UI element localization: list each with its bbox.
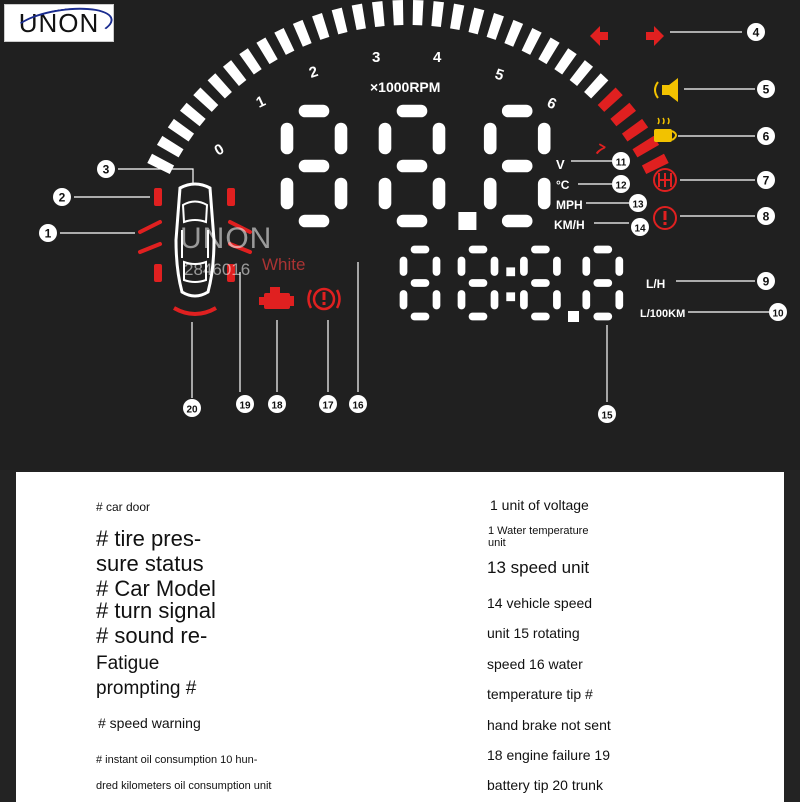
decimal-point: [568, 311, 579, 322]
callout-marker: [631, 218, 649, 236]
callout-number: 15: [601, 410, 613, 422]
rpm-tick: [487, 13, 504, 40]
rpm-label-2: 2: [306, 63, 321, 82]
brand-logo: [4, 4, 114, 42]
callout-number: 13: [632, 199, 644, 211]
rpm-tick: [157, 136, 184, 157]
engine-failure-icon: [259, 287, 294, 309]
rpm-tick: [450, 4, 464, 30]
rpm-tick: [147, 154, 174, 174]
legend-left-line: prompting #: [96, 678, 197, 699]
turn-left-icon: [590, 26, 608, 46]
callout-marker: [757, 272, 775, 290]
callout-marker: [757, 207, 775, 225]
legend-left-line: # car door: [96, 500, 151, 514]
legend-left-line: # turn signal: [96, 598, 216, 623]
callout-number: 3: [102, 162, 110, 177]
callout-number: 1: [44, 226, 52, 241]
rpm-tick: [312, 13, 329, 40]
legend-left-line: dred kilometers oil consumption unit: [96, 780, 272, 792]
brand-logo-text: UNON: [18, 7, 100, 38]
legend-left-line: # Car Model: [96, 576, 216, 601]
main-speed-digits: [281, 105, 551, 230]
legend-right-line: battery tip 20 trunk: [487, 777, 603, 793]
watermark-code: 2846016: [184, 260, 251, 279]
seven-segment-digit: [582, 246, 623, 321]
callout-number: 20: [186, 404, 198, 416]
callout-number: 16: [352, 400, 364, 412]
callout-number: 2: [58, 190, 66, 205]
watermark-brand: UNON: [180, 222, 273, 255]
callout-marker: [747, 23, 765, 41]
rpm-label-6: 6: [544, 94, 560, 114]
seven-segment-digit: [458, 246, 499, 321]
rpm-tick: [584, 73, 608, 98]
rpm-tick: [352, 4, 366, 30]
callout-number: 10: [772, 308, 784, 320]
callout-marker: [612, 152, 630, 170]
rpm-tick: [622, 119, 648, 142]
callout-marker: [349, 395, 367, 413]
callout-marker: [268, 395, 286, 413]
legend-right-line: unit: [488, 537, 506, 549]
rpm-tick: [522, 28, 542, 55]
rpm-tick: [372, 1, 385, 27]
legend-panel: [16, 472, 784, 802]
rpm-label-7: 7: [592, 140, 608, 160]
callout-number: 4: [752, 25, 760, 40]
unit-kmh: KM/H: [554, 218, 585, 232]
legend-right-line: speed 16 water: [487, 656, 583, 672]
unit-mph: MPH: [556, 198, 583, 212]
rpm-tick: [610, 103, 636, 127]
callout-marker: [97, 160, 115, 178]
legend-left-line: # speed warning: [98, 715, 201, 731]
seven-segment-digit: [379, 105, 446, 228]
rpm-label-0: 0: [211, 140, 228, 160]
rpm-tick: [642, 154, 669, 174]
rpm-tick: [598, 87, 623, 111]
gear-shift-icon: [654, 169, 676, 191]
rpm-tick: [468, 8, 484, 35]
callout-marker: [757, 127, 775, 145]
rpm-tick: [208, 73, 232, 98]
colon-dot: [506, 267, 515, 276]
rpm-tick: [413, 0, 424, 25]
legend-right-line: 18 engine failure 19: [487, 747, 610, 763]
unit-voltage: V: [556, 157, 565, 172]
colon-dot: [506, 292, 515, 301]
callout-marker: [612, 175, 630, 193]
callout-marker: [598, 405, 616, 423]
rpm-unit-label: ×1000RPM: [370, 79, 441, 95]
legend-left-line: sure status: [96, 551, 204, 576]
fatigue-coffee-icon: [654, 118, 676, 142]
legend-left-line: # sound re-: [96, 624, 208, 645]
rpm-tick: [554, 48, 576, 74]
watermark-color: White: [262, 255, 306, 274]
secondary-time-digits: [400, 246, 624, 322]
rpm-tick: [274, 28, 294, 55]
callout-marker: [236, 395, 254, 413]
rpm-tick: [193, 87, 218, 111]
rpm-tick: [332, 8, 348, 35]
rpm-label-4: 4: [433, 49, 442, 66]
callout-marker: [769, 303, 787, 321]
watermark: [180, 222, 272, 256]
turn-right-icon: [646, 26, 664, 46]
legend-left-line: # tire pres-: [96, 526, 202, 551]
rpm-tick: [256, 37, 277, 64]
rpm-tick: [180, 103, 206, 127]
sound-icon: [655, 78, 678, 102]
callout-marker: [629, 194, 647, 212]
callout-number: 6: [762, 129, 770, 144]
callout-number: 12: [615, 180, 627, 192]
rpm-label-3: 3: [372, 49, 381, 66]
rpm-tick: [293, 20, 312, 47]
legend-right-line: 14 vehicle speed: [487, 595, 593, 611]
speed-warning-icon: [654, 207, 676, 229]
callout-number: 9: [762, 274, 770, 289]
rpm-tick: [223, 60, 246, 86]
legend-right-line: temperature tip #: [487, 686, 593, 702]
rpm-label-5: 5: [492, 65, 506, 85]
callout-number: 18: [271, 400, 283, 412]
callout-number: 19: [239, 400, 251, 412]
seven-segment-digit: [400, 246, 441, 321]
decimal-point: [458, 212, 476, 230]
legend-left-line: # instant oil consumption 10 hun-: [96, 754, 258, 766]
seven-segment-digit: [520, 246, 561, 321]
trunk-icon: [174, 308, 216, 314]
rpm-tick: [393, 0, 404, 25]
seven-segment-digit: [484, 105, 551, 228]
seven-segment-digit: [281, 105, 348, 228]
callout-marker: [183, 399, 201, 417]
legend-right-line: 1 unit of voltage: [490, 497, 589, 513]
legend-right-line: hand brake not sent: [487, 717, 611, 733]
rpm-tick: [168, 119, 194, 142]
callout-marker: [319, 395, 337, 413]
unit-l-per-100km: L/100KM: [640, 308, 686, 320]
legend-left-line: Fatigue: [96, 653, 160, 674]
unit-l-per-h: L/H: [646, 277, 666, 291]
rpm-tick: [431, 1, 444, 27]
rpm-label-1: 1: [253, 92, 269, 112]
callout-number: 17: [322, 400, 334, 412]
callout-marker: [53, 188, 71, 206]
callout-marker: [757, 171, 775, 189]
callout-number: 8: [762, 209, 770, 224]
callout-number: 7: [762, 173, 770, 188]
legend-right-line: 1 Water temperature: [488, 525, 589, 537]
legend-right-line: 13 speed unit: [487, 558, 590, 577]
rpm-tick: [538, 37, 559, 64]
unit-temperature: °C: [556, 178, 570, 192]
rpm-tick: [570, 60, 593, 86]
handbrake-icon: [309, 289, 340, 309]
rpm-tick: [239, 48, 261, 74]
legend-right-line: unit 15 rotating: [487, 625, 580, 641]
callout-number: 11: [615, 157, 627, 169]
callout-number: 5: [762, 82, 770, 97]
callout-marker: [39, 224, 57, 242]
callout-number: 14: [634, 223, 646, 235]
callout-marker: [757, 80, 775, 98]
rpm-tick: [504, 20, 523, 47]
